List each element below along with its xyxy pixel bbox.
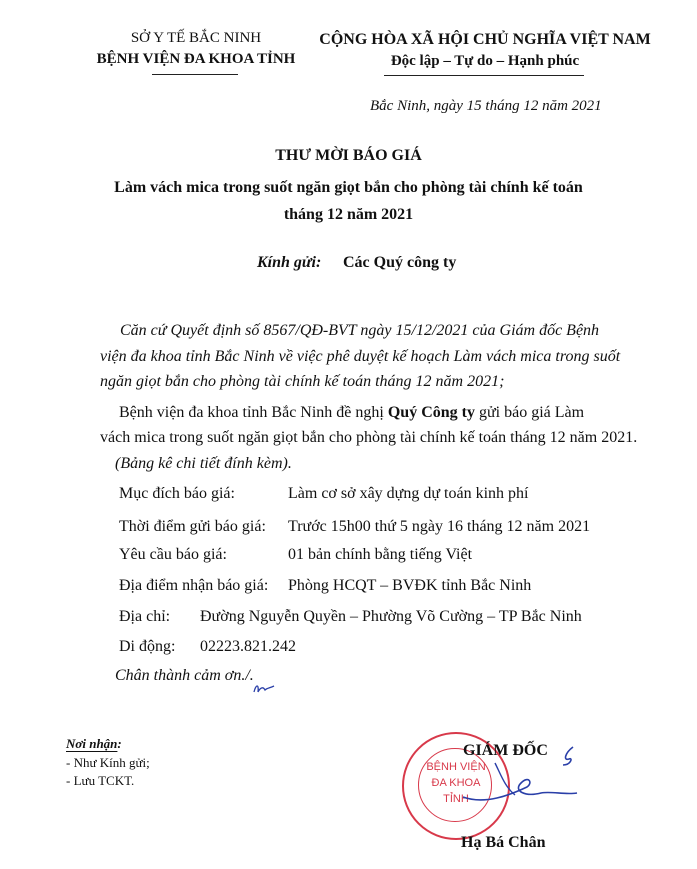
detail-value: 02223.821.242 [200,638,296,655]
national-motto: Độc lập – Tự do – Hạnh phúc [390,53,580,69]
recipients-label: Nơi nhận: [66,736,122,751]
detail-label: Địa chỉ: [119,608,171,625]
basis-line-1: Căn cứ Quyết định số 8567/QĐ-BVT ngày 15/12/2021 của Giám đốc Bệnh [120,322,600,339]
detail-value: Phòng HCQT – BVĐK tỉnh Bắc Ninh [288,577,532,594]
document-title: THƯ MỜI BÁO GIÁ [275,147,422,164]
country-name: CỘNG HÒA XÃ HỘI CHỦ NGHĨA VIỆT NAM [319,31,651,48]
signer-title: GIÁM ĐỐC [463,742,548,759]
detail-value: 01 bản chính bằng tiếng Việt [288,546,473,563]
basis-line-3: ngăn giọt bắn cho phòng tài chính kế toán tháng 12 năm 2021; [100,373,505,390]
hospital-underline [152,74,238,75]
request-line-1 [119,404,584,422]
request-company: Quý Công ty [387,404,475,421]
attachment-note: (Bảng kê chi tiết đính kèm). [115,455,292,472]
detail-value: Làm cơ sở xây dựng dự toán kinh phí [288,485,529,502]
detail-value: Đường Nguyễn Quyền – Phường Võ Cường – TP Bắc Ninh [200,608,582,625]
detail-value: Trước 15h00 thứ 5 ngày 16 tháng 12 năm 2021 [288,518,591,535]
closing-text: Chân thành cảm ơn./. [115,667,254,684]
request-line-2: vách mica trong suốt ngăn giọt bắn cho phòng tài chính kế toán tháng 12 năm 2021. [100,429,638,446]
recipient-item: - Như Kính gửi; [66,755,150,770]
request-text-end: gửi báo giá Làm [474,404,585,421]
official-seal: BỆNH VIỆN ĐA KHOA TỈNH [402,732,510,840]
initial-scribble [252,680,278,696]
signer-name: Hạ Bá Chân [461,834,546,851]
recipient-value: Các Quý công ty [343,254,457,271]
basis-line-2: viện đa khoa tỉnh Bắc Ninh về việc phê duyệt kế hoạch Làm vách mica trong suốt [100,348,621,365]
detail-label: Di động: [119,638,176,655]
document-subtitle: Làm vách mica trong suốt ngăn giọt bắn cho phòng tài chính kế toán [114,179,583,196]
detail-label: Địa điểm nhận báo giá: [119,577,269,594]
detail-label: Mục đích báo giá: [119,485,235,502]
date-line: Bắc Ninh, ngày 15 tháng 12 năm 2021 [370,98,602,114]
hospital-name: BỆNH VIỆN ĐA KHOA TỈNH [96,51,296,67]
recipient-item: - Lưu TCKT. [66,773,135,788]
motto-underline [384,75,584,76]
detail-label: Thời điểm gửi báo giá: [119,518,266,535]
request-text: Bệnh viện đa khoa tỉnh Bắc Ninh đề nghị [119,404,388,421]
recipient-label: Kính gửi: [257,254,322,271]
document-subtitle-month: tháng 12 năm 2021 [283,206,414,223]
handwritten-signature [455,735,585,820]
detail-label: Yêu cầu báo giá: [119,546,227,563]
department-name: SỞ Y TẾ BẮC NINH [130,30,262,46]
